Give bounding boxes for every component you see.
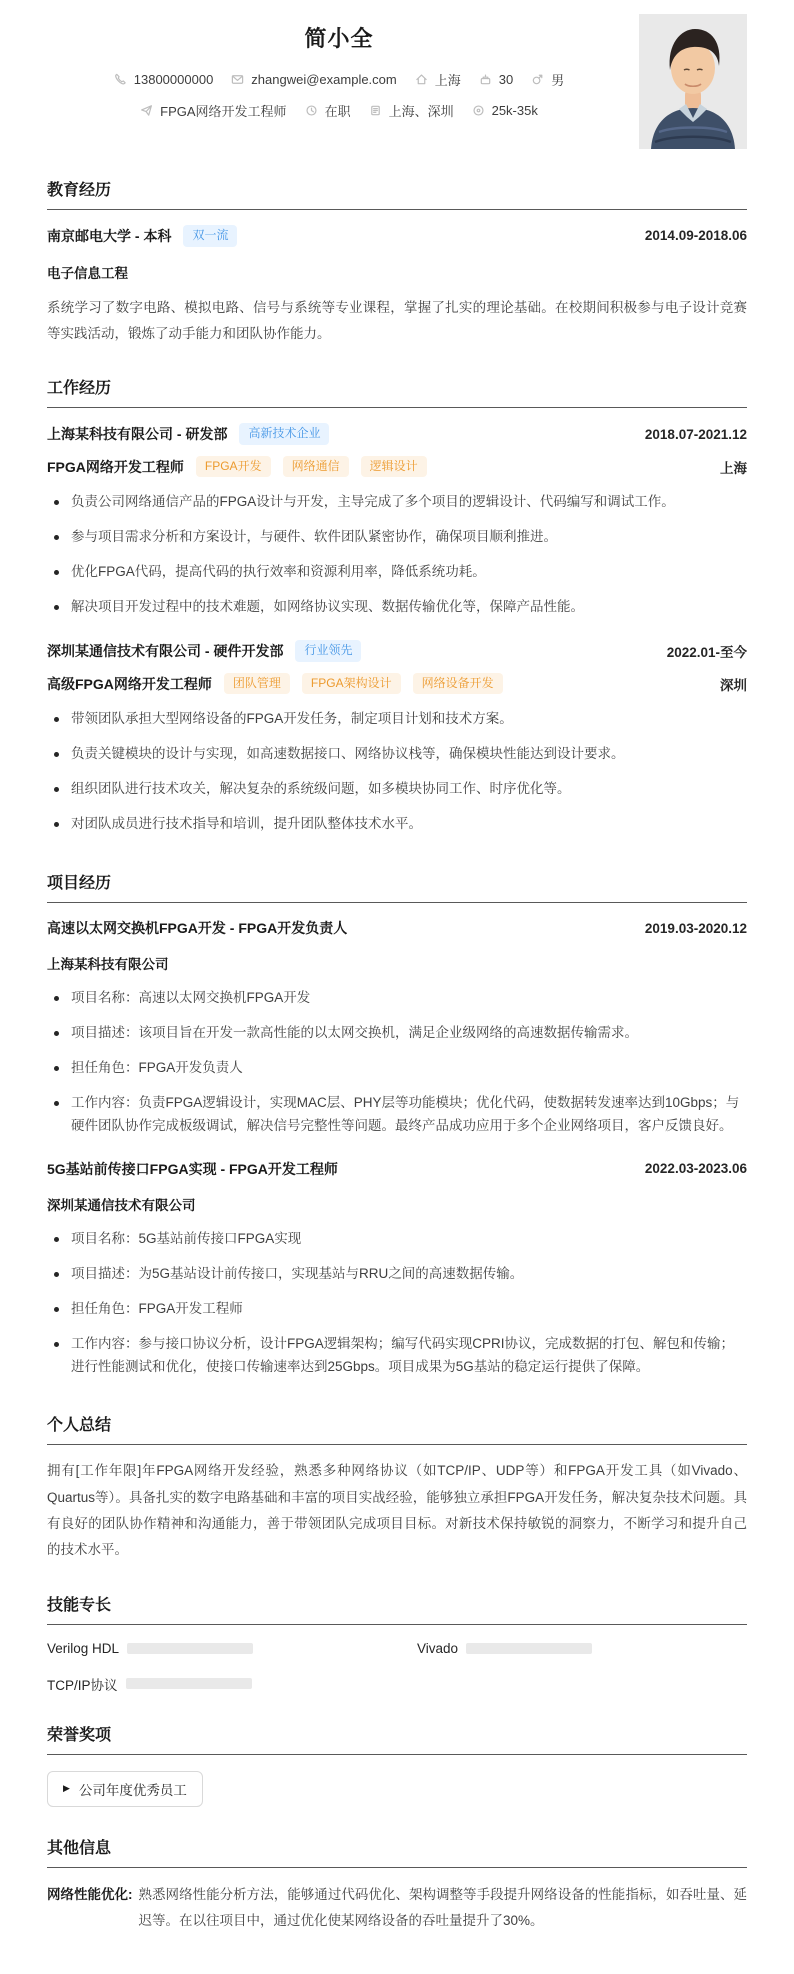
role-tag: 网络设备开发 xyxy=(413,673,503,695)
header-info xyxy=(47,14,631,120)
project-bullets xyxy=(47,981,747,1144)
job-date: 2018.07-2021.12 xyxy=(644,426,747,442)
bullet-item: 工作内容：负责FPGA逻辑设计，实现MAC层、PHY层等功能模块；优化代码，使数据转发速率达到10Gbps；与硬件团队协作完成板级调试，解决信号完整性等问题。最终产品成功应用于多个企业网络项目，客户反馈良好。 xyxy=(47,1086,747,1144)
bullet-item: 担任角色：FPGA开发负责人 xyxy=(47,1051,747,1086)
bullet-item: 参与项目需求分析和方案设计，与硬件、软件团队紧密协作，确保项目顺利推进。 xyxy=(47,520,747,555)
education-desc: 系统学习了数字电路、模拟电路、信号与系统等专业课程，掌握了扎实的理论基础。在校期间积极参与电子设计竞赛等实践活动，锻炼了动手能力和团队协作能力。 xyxy=(47,299,747,341)
contact-row-2 xyxy=(140,101,538,120)
summary-title: 个人总结 xyxy=(47,1412,747,1445)
section-other xyxy=(47,1835,747,1935)
school-name: 南京邮电大学 - 本科 xyxy=(47,227,172,244)
skill-item xyxy=(47,1641,377,1656)
triangle-right-icon: ▶ xyxy=(63,1783,70,1794)
section-summary xyxy=(47,1412,747,1563)
gender-icon xyxy=(531,73,544,86)
job-title-icon xyxy=(140,104,153,117)
salary-icon xyxy=(472,104,485,117)
skills-title: 技能专长 xyxy=(47,1592,747,1625)
bullet-item: 工作内容：参与接口协议分析，设计FPGA逻辑架构；编写代码实现CPRI协议，完成数据的打包、解包和传输；进行性能测试和优化，使接口传输速率达到25Gbps。项目成果为5G基站的稳定运行提供了保障。 xyxy=(47,1327,747,1385)
bullet-item: 组织团队进行技术攻关，解决复杂的系统级问题，如多模块协同工作、时序优化等。 xyxy=(47,772,747,807)
age-icon xyxy=(479,73,492,86)
status-icon xyxy=(305,104,318,117)
phone-value: 13800000000 xyxy=(133,72,214,87)
skill-name: Vivado xyxy=(417,1640,459,1656)
job-title-value: FPGA网络开发工程师 xyxy=(160,104,287,119)
company-tag: 行业领先 xyxy=(295,640,361,662)
job-role: FPGA网络开发工程师 xyxy=(47,458,184,475)
email-item xyxy=(231,72,396,87)
project-date: 2022.03-2023.06 xyxy=(644,1161,747,1177)
skill-name: TCP/IP协议 xyxy=(47,1677,118,1693)
project-date: 2019.03-2020.12 xyxy=(644,920,747,936)
bullet-item: 负责公司网络通信产品的FPGA设计与开发，主导完成了多个项目的逻辑设计、代码编写和调试工作。 xyxy=(47,485,747,520)
project-company: 深圳某通信技术有限公司 xyxy=(47,1197,196,1213)
honor-chip[interactable] xyxy=(47,1771,203,1807)
bullet-item: 解决项目开发过程中的技术难题，如网络协议实现、数据传输优化等，保障产品性能。 xyxy=(47,590,747,625)
project-entry xyxy=(47,918,747,1144)
status-item xyxy=(305,101,351,120)
skill-bar xyxy=(126,1678,252,1689)
bullet-item: 担任角色：FPGA开发工程师 xyxy=(47,1292,747,1327)
salary-value: 25k-35k xyxy=(491,103,538,118)
age-value: 30 xyxy=(498,72,514,87)
phone-item xyxy=(114,72,214,87)
location-icon xyxy=(415,73,428,86)
phone-icon xyxy=(114,73,127,86)
location-value: 上海 xyxy=(434,73,461,88)
job-location: 上海 xyxy=(720,460,747,476)
skills-grid xyxy=(47,1641,747,1694)
section-work xyxy=(47,375,747,842)
other-label: 网络性能优化: xyxy=(47,1886,133,1902)
company-tag: 高新技术企业 xyxy=(239,423,329,445)
role-tag: FPGA架构设计 xyxy=(302,673,401,695)
bullet-item: 项目名称：高速以太网交换机FPGA开发 xyxy=(47,981,747,1016)
skill-bar xyxy=(466,1643,592,1654)
role-tag: 网络通信 xyxy=(283,456,349,478)
salary-item xyxy=(472,103,538,118)
section-projects xyxy=(47,870,747,1384)
bullet-item: 项目描述：为5G基站设计前传接口，实现基站与RRU之间的高速数据传输。 xyxy=(47,1257,747,1292)
job-role: 高级FPGA网络开发工程师 xyxy=(47,675,212,692)
honors-title: 荣誉奖项 xyxy=(47,1722,747,1755)
job-title-item xyxy=(140,101,286,120)
city-icon xyxy=(369,104,382,117)
section-skills xyxy=(47,1592,747,1694)
company-name: 深圳某通信技术有限公司 - 硬件开发部 xyxy=(47,642,284,659)
bullet-item: 负责关键模块的设计与实现，如高速数据接口、网络协议栈等，确保模块性能达到设计要求。 xyxy=(47,737,747,772)
project-name: 高速以太网交换机FPGA开发 - FPGA开发负责人 xyxy=(47,920,348,937)
bullet-item: 项目名称：5G基站前传接口FPGA实现 xyxy=(47,1222,747,1257)
job-bullets xyxy=(47,702,747,842)
location-item xyxy=(415,70,461,89)
candidate-name: 简小全 xyxy=(304,26,374,51)
summary-text: 拥有[工作年限]年FPGA网络开发经验，熟悉多种网络协议（如TCP/IP、UDP等）和FPGA开发工具（如Vivado、Quartus等）。具备扎实的数字电路基础和丰富的项目实战经验，能够独立承担FPGA开发任务，解决复杂技术问题。具有良好的团队协作精神和沟通能力，善于带领团队完成项目目标。对新技术保持敏锐的洞察力，不断学习和提升自己的技术水平。 xyxy=(47,1463,747,1558)
honor-label: 公司年度优秀员工 xyxy=(78,1782,187,1798)
bullet-item: 项目描述：该项目旨在开发一款高性能的以太网交换机，满足企业级网络的高速数据传输需求。 xyxy=(47,1016,747,1051)
education-date: 2014.09-2018.06 xyxy=(644,228,747,244)
company-name: 上海某科技有限公司 - 研发部 xyxy=(47,426,228,443)
city-value: 上海、深圳 xyxy=(388,104,454,119)
status-value: 在职 xyxy=(324,104,351,119)
other-info-row xyxy=(47,1882,747,1935)
projects-title: 项目经历 xyxy=(47,870,747,903)
bullet-item: 带领团队承担大型网络设备的FPGA开发任务，制定项目计划和技术方案。 xyxy=(47,702,747,737)
email-value: zhangwei@example.com xyxy=(251,72,397,87)
skill-name: Verilog HDL xyxy=(47,1640,120,1656)
education-title: 教育经历 xyxy=(47,177,747,210)
section-education xyxy=(47,177,747,347)
job-location: 深圳 xyxy=(720,677,747,693)
project-name: 5G基站前传接口FPGA实现 - FPGA开发工程师 xyxy=(47,1160,338,1177)
role-tag: FPGA开发 xyxy=(196,456,271,478)
skill-bar xyxy=(127,1643,253,1654)
age-item xyxy=(479,72,513,87)
project-entry xyxy=(47,1159,747,1385)
section-honors xyxy=(47,1722,747,1807)
bullet-item: 优化FPGA代码，提高代码的执行效率和资源利用率，降低系统功耗。 xyxy=(47,555,747,590)
skill-item xyxy=(47,1674,377,1694)
other-title: 其他信息 xyxy=(47,1835,747,1868)
header xyxy=(47,14,747,149)
gender-item xyxy=(531,70,564,89)
gender-value: 男 xyxy=(551,73,565,88)
city-item xyxy=(369,101,454,120)
role-tag: 团队管理 xyxy=(224,673,290,695)
profile-photo xyxy=(639,14,747,149)
email-icon xyxy=(231,73,244,86)
skill-item xyxy=(417,1641,747,1656)
role-tag: 逻辑设计 xyxy=(361,456,427,478)
major: 电子信息工程 xyxy=(47,265,128,281)
school-tag: 双一流 xyxy=(183,225,237,247)
project-company: 上海某科技有限公司 xyxy=(47,957,169,973)
job-entry xyxy=(47,423,747,625)
contact-row-1 xyxy=(114,70,564,89)
work-title: 工作经历 xyxy=(47,375,747,408)
job-date: 2022.01-至今 xyxy=(666,644,747,660)
job-entry xyxy=(47,640,747,842)
job-bullets xyxy=(47,485,747,625)
bullet-item: 对团队成员进行技术指导和培训，提升团队整体技术水平。 xyxy=(47,807,747,842)
project-bullets xyxy=(47,1222,747,1385)
other-text: 熟悉网络性能分析方法，能够通过代码优化、架构调整等手段提升网络设备的性能指标，如吞吐量、延迟等。在以往项目中，通过优化使某网络设备的吞吐量提升了30%。 xyxy=(138,1886,747,1929)
